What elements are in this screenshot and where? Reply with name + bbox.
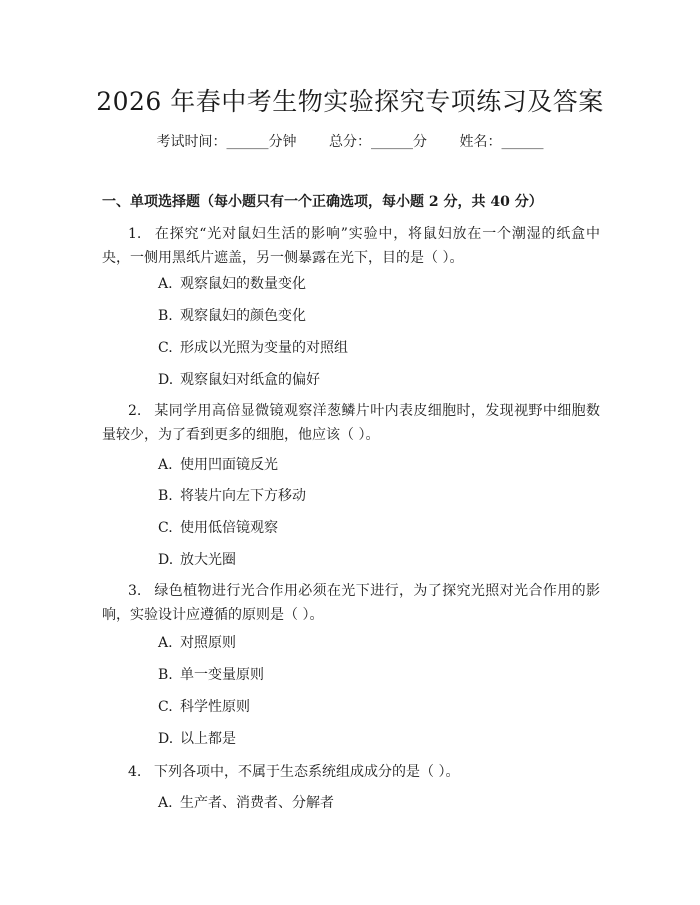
question-3: [102, 579, 600, 627]
option-letter: B.: [158, 308, 173, 324]
question-number: 2.: [128, 403, 142, 419]
question-2-option-d: [158, 550, 236, 570]
option-letter: B.: [158, 488, 173, 504]
option-text: 使用低倍镜观察: [180, 520, 278, 536]
question-2-option-a: [158, 455, 278, 475]
question-number: 4.: [128, 764, 142, 780]
question-text: 在探究“光对鼠妇生活的影响”实验中，将鼠妇放在一个潮湿的纸盒中央，一侧用黑纸片遮盖，另一侧暴露在光下，目的是（ ）。: [102, 226, 600, 266]
option-text: 将装片向左下方移动: [180, 488, 306, 504]
question-1-option-b: [158, 306, 306, 326]
question-4-option-a: [158, 793, 334, 813]
option-text: 形成以光照为变量的对照组: [180, 340, 348, 356]
question-2: [102, 399, 600, 447]
option-text: 对照原则: [180, 635, 236, 651]
option-letter: C.: [158, 520, 173, 536]
question-number: 3.: [128, 583, 142, 599]
option-letter: D.: [158, 731, 174, 747]
question-3-option-b: [158, 665, 264, 685]
option-letter: A.: [158, 457, 173, 473]
option-letter: C.: [158, 699, 173, 715]
question-text: 某同学用高倍显微镜观察洋葱鳞片叶内表皮细胞时，发现视野中细胞数量较少，为了看到更多的细胞，他应该（ ）。: [102, 403, 600, 443]
option-text: 放大光圈: [180, 552, 236, 568]
option-letter: B.: [158, 667, 173, 683]
question-1-option-a: [158, 274, 306, 294]
exam-info-line: [0, 131, 700, 151]
option-text: 观察鼠妇对纸盒的偏好: [180, 372, 320, 388]
option-text: 使用凹面镜反光: [180, 457, 278, 473]
option-text: 观察鼠妇的数量变化: [180, 276, 306, 292]
option-text: 生产者、消费者、分解者: [180, 795, 334, 811]
option-text: 观察鼠妇的颜色变化: [180, 308, 306, 324]
option-letter: D.: [158, 552, 174, 568]
section-heading: 一、单项选择题（每小题只有一个正确选项，每小题 2 分，共 40 分）: [102, 194, 543, 210]
student-name-field: 姓名：______: [459, 134, 544, 150]
question-text: 绿色植物进行光合作用必须在光下进行，为了探究光照对光合作用的影响，实验设计应遵循的原则是（ ）。: [102, 583, 600, 623]
question-3-option-c: [158, 697, 250, 717]
option-letter: D.: [158, 372, 174, 388]
option-letter: A.: [158, 276, 173, 292]
question-1-option-c: [158, 338, 348, 358]
total-score-field: 总分：______分: [329, 134, 427, 150]
question-3-option-d: [158, 729, 236, 749]
page-title: 2026 年春中考生物实验探究专项练习及答案: [96, 87, 604, 116]
question-4: [102, 760, 600, 784]
question-3-option-a: [158, 633, 236, 653]
option-text: 单一变量原则: [180, 667, 264, 683]
option-letter: A.: [158, 795, 173, 811]
option-letter: A.: [158, 635, 173, 651]
question-number: 1.: [128, 226, 142, 242]
option-letter: C.: [158, 340, 173, 356]
option-text: 以上都是: [180, 731, 236, 747]
question-1-option-d: [158, 370, 320, 390]
question-text: 下列各项中，不属于生态系统组成成分的是（ ）。: [154, 764, 460, 780]
exam-time-field: 考试时间：______分钟: [156, 134, 297, 150]
question-1: [102, 222, 600, 270]
question-2-option-c: [158, 518, 278, 538]
question-2-option-b: [158, 486, 306, 506]
option-text: 科学性原则: [180, 699, 250, 715]
